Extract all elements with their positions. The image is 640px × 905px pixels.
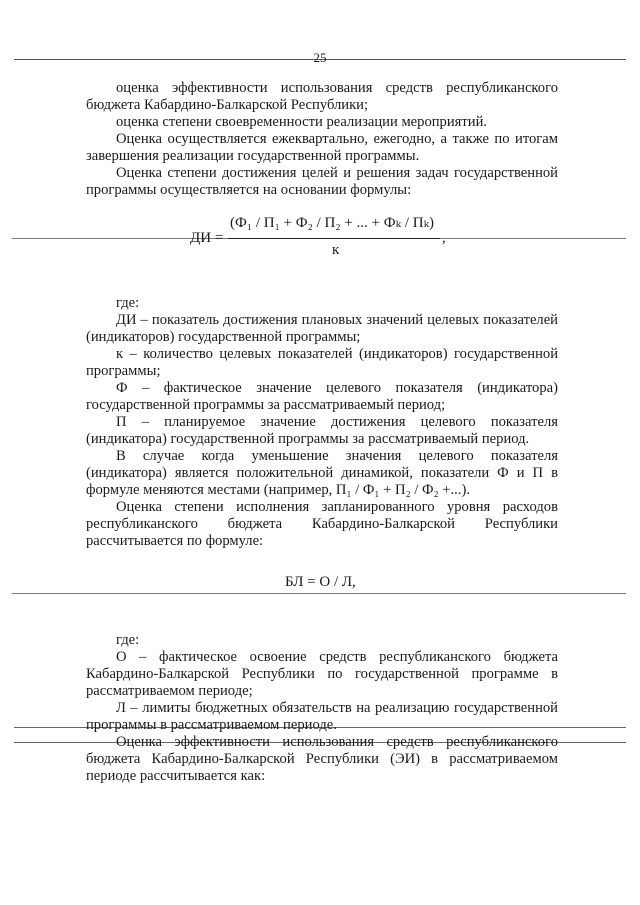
paragraph: оценка эффективности использования средств республиканского бюджета Кабардино-Балкарской Республики; xyxy=(86,80,558,113)
definition: Ф – фактическое значение целевого показателя (индикатора) государственной программы за рассматриваемый период; xyxy=(86,380,558,413)
definition: П – планируемое значение достижения целевого показателя (индикатора) государственной программы за рассматриваемый период. xyxy=(86,414,558,447)
definition: Оценка эффективности использования средств республиканского бюджета Кабардино-Балкарской Республики (ЭИ) в рассматриваемом периоде рассчитывается как: xyxy=(86,734,558,784)
definition: ДИ – показатель достижения плановых значений целевых показателей (индикаторов) государственной программы; xyxy=(86,312,558,345)
paragraph: оценка степени своевременности реализации мероприятий. xyxy=(116,114,488,130)
definition: О – фактическое освоение средств республиканского бюджета Кабардино-Балкарской Республики по государственной программе в рассматриваемом периоде; xyxy=(86,649,558,699)
definition: Л – лимиты бюджетных обязательств на реализацию государственной программы в рассматриваемом периоде. xyxy=(86,700,558,733)
page-number: 25 xyxy=(313,50,327,65)
formula-budget-limit: БЛ = О / Л, xyxy=(285,574,356,590)
definition: Оценка степени исполнения запланированного уровня расходов республиканского бюджета Кабардино-Балкарской Республики рассчитывается по формуле: xyxy=(86,499,558,549)
formula-lhs: ДИ = xyxy=(190,230,224,246)
definitions-block-1 xyxy=(86,295,558,550)
formula-numerator: (Ф₁ / П₁ + Ф₂ / П₂ + ... + Фₖ / Пₖ) xyxy=(230,215,435,231)
definitions-block-2 xyxy=(86,632,558,785)
formula-achievement xyxy=(190,215,490,265)
formula-tail: , xyxy=(442,230,446,246)
where-label: где: xyxy=(116,632,140,648)
intro-block xyxy=(86,80,558,199)
paragraph: Оценка степени достижения целей и решения задач государственной программы осуществляется на основании формулы: xyxy=(86,165,558,198)
fraction-bar xyxy=(228,238,440,239)
formula-denominator: к xyxy=(332,242,340,258)
paragraph: Оценка осуществляется ежеквартально, ежегодно, а также по итогам завершения реализации государственной программы. xyxy=(86,131,558,164)
definition: к – количество целевых показателей (индикаторов) государственной программы; xyxy=(86,346,558,379)
definition: В случае когда уменьшение значения целевого показателя (индикатора) является положительной динамикой, показатели Ф и П в формуле меняются местами (например, П₁ / Ф₁ + П₂ / Ф₂ +...). xyxy=(86,448,558,498)
where-label: где: xyxy=(116,295,140,311)
scan-line-formula2 xyxy=(12,593,626,594)
